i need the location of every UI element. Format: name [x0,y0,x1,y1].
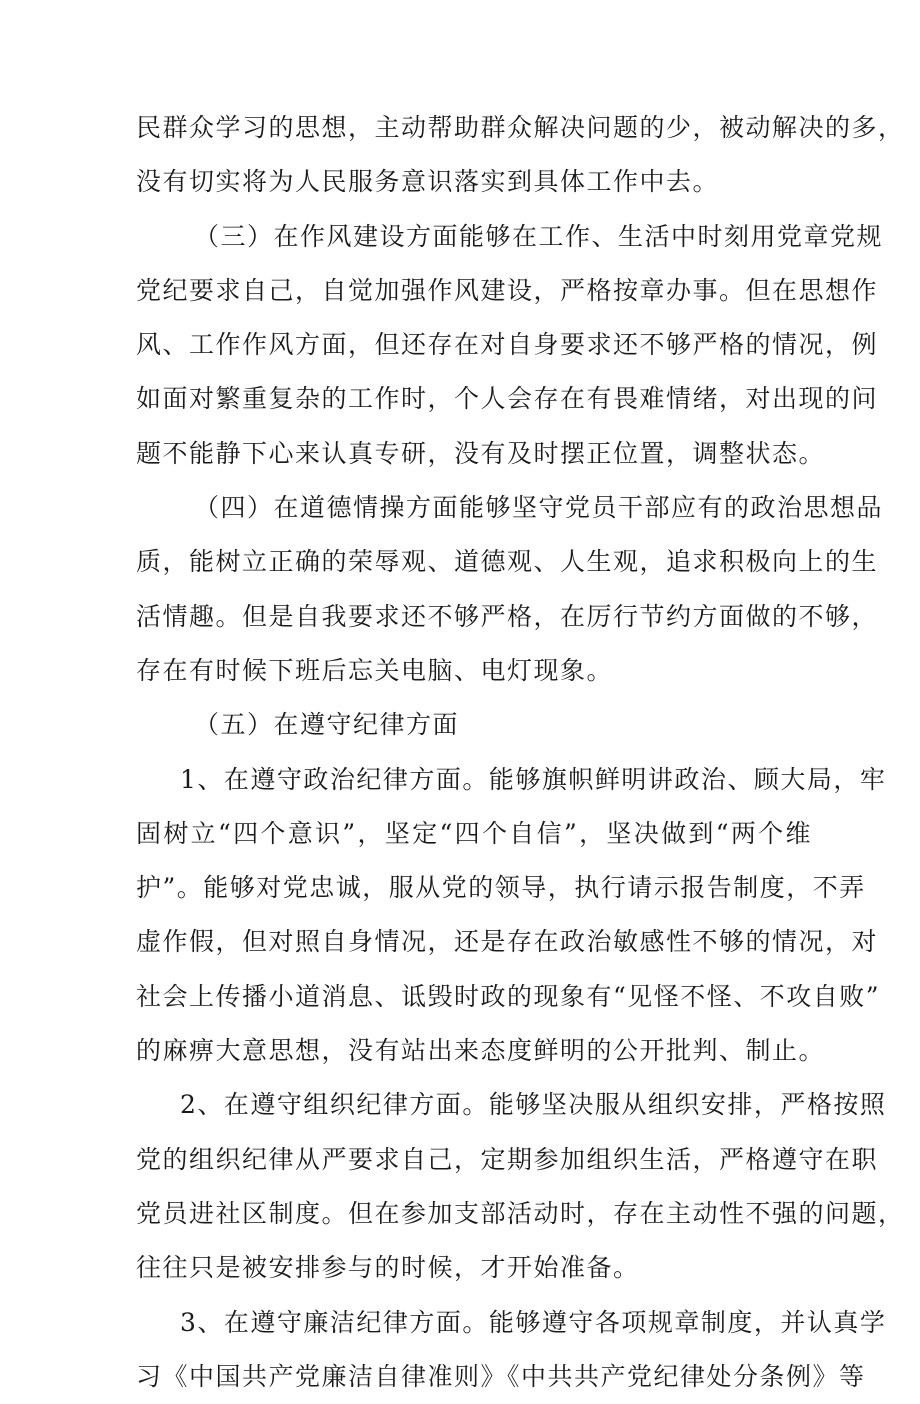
text-line: 3、在遵守廉洁纪律方面。能够遵守各项规章制度，并认真学 [180,1307,887,1337]
text-line: 活情趣。但是自我要求还不够严格，在厉行节约方面做的不够， [136,601,879,631]
text-line: 党的组织纪律从严要求自己，定期参加组织生活，严格遵守在职 [136,1144,879,1174]
text-line: 护”。能够对党忠诚，服从党的领导，执行请示报告制度，不弄 [136,873,866,903]
text-line: （四）在道德情操方面能够坚守党员干部应有的政治思想品 [194,493,884,523]
text-line: 如面对繁重复杂的工作时，个人会存在有畏难情绪，对出现的问 [136,384,879,414]
text-line: 题不能静下心来认真专研，没有及时摆正位置，调整状态。 [136,438,826,468]
document-body [136,101,905,1404]
text-line: 党纪要求自己，自觉加强作风建设，严格按章办事。但在思想作 [136,275,879,305]
text-line: 习《中国共产党廉洁自律准则》《中共共产党纪律处分条例》等 [136,1361,866,1391]
text-line: 1、在遵守政治纪律方面。能够旗帜鲜明讲政治、顾大局，牢 [180,764,887,794]
text-line: （五）在遵守纪律方面 [194,710,460,740]
text-line: （三）在作风建设方面能够在工作、生活中时刻用党章党规 [194,221,884,251]
text-line: 没有切实将为人民服务意识落实到具体工作中去。 [136,167,720,197]
text-line: 质，能树立正确的荣辱观、道德观、人生观，追求积极向上的生 [136,547,879,577]
text-line: 的麻痹大意思想，没有站出来态度鲜明的公开批判、制止。 [136,1036,826,1066]
text-line: 往往只是被安排参与的时候，才开始准备。 [136,1253,640,1283]
text-line: 固树立“四个意识”，坚定“四个自信”，坚决做到“两个维 [136,818,812,848]
text-line: 2、在遵守组织纪律方面。能够坚决服从组织安排，严格按照 [180,1090,887,1120]
text-line: 民群众学习的思想，主动帮助群众解决问题的少，被动解决的多， [136,113,905,142]
text-line: 社会上传播小道消息、诋毁时政的现象有“见怪不怪、不攻自败” [136,981,881,1011]
text-line: 党员进社区制度。但在参加支部活动时，存在主动性不强的问题， [136,1198,905,1228]
text-line: 风、工作作风方面，但还存在对自身要求还不够严格的情况，例 [136,330,879,360]
text-line: 存在有时候下班后忘关电脑、电灯现象。 [136,655,614,685]
text-line: 虚作假，但对照自身情况，还是存在政治敏感性不够的情况，对 [136,927,879,957]
